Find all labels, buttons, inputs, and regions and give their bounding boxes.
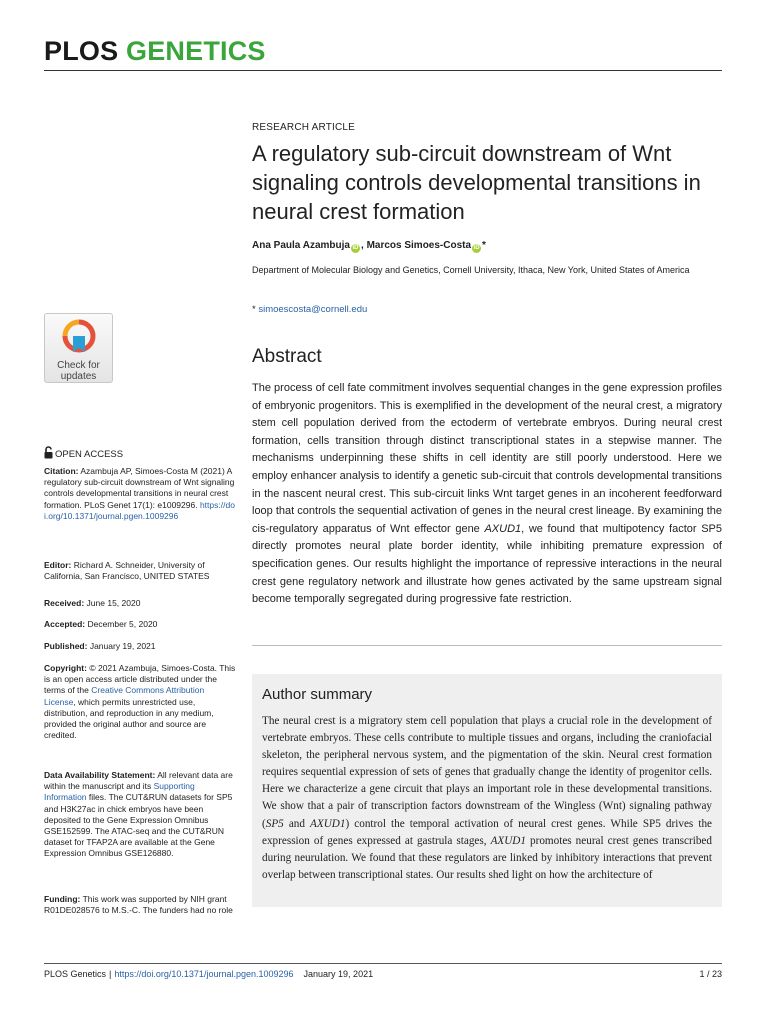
editor-label: Editor: (44, 560, 72, 570)
abstract-heading: Abstract (252, 346, 322, 367)
author-affiliation: Department of Molecular Biology and Genetics, Cornell University, Ithaca, New York, United States of America (252, 265, 690, 275)
data-availability-label: Data Availability Statement: (44, 770, 156, 780)
author-separator: , (361, 240, 367, 251)
data-availability-text: All relevant data are within the manuscript and its (44, 770, 233, 792)
email-mark: * (252, 304, 256, 315)
check-for-updates-icon (62, 319, 96, 355)
footer-journal: PLOS Genetics (44, 969, 107, 979)
journal-logo (44, 36, 266, 67)
summary-part1: The neural crest is a migratory stem cell population that plays a crucial role in the development of vertebrate embryos. These cells contribute to multiple tissues and organs, including the craniofacial skeleton, the peripheral nervous system, and the pigmentation of the skin. Neural crest formation requires sequential expression of sets of genes that gradually change the identity of progenitor cells. Here we characterize a gene circuit that plays an important role in these developmental transitions. We show that a pair of transcription factors downstream of the Wingless (Wnt) signaling pathway ( (262, 715, 712, 830)
check-for-updates-line2: updates (60, 371, 97, 382)
orcid-icon[interactable]: iD (473, 245, 480, 251)
published-label: Published: (44, 641, 88, 651)
header-rule (44, 70, 722, 71)
abstract-gene: AXUD1 (484, 522, 522, 535)
page-number: 1 / 23 (699, 969, 722, 979)
open-access-label (44, 446, 123, 460)
corresponding-email (252, 304, 367, 315)
license-link[interactable]: Creative Commons Attribution License (44, 685, 205, 707)
open-access-text: OPEN ACCESS (55, 449, 124, 460)
abstract-text (252, 380, 722, 609)
author-list (252, 240, 486, 253)
published-date: January 19, 2021 (89, 641, 156, 651)
check-for-updates-badge[interactable] (44, 313, 113, 383)
data-availability-block (44, 770, 236, 860)
copyright-text: © 2021 Azambuja, Simoes-Costa. This is an open access article distributed under the terms of the (44, 663, 236, 696)
copyright-block (44, 663, 236, 741)
author-name[interactable]: Ana Paula Azambuja (252, 240, 350, 251)
page-footer (44, 969, 373, 979)
published-block (44, 641, 236, 652)
funding-label: Funding: (44, 894, 81, 904)
article-type: RESEARCH ARTICLE (252, 122, 356, 133)
open-access-lock-icon (44, 446, 53, 459)
author-name[interactable]: Marcos Simoes-Costa (366, 240, 472, 251)
funding-text: This work was supported by NIH grant R01DE028576 to M.S.-C. The funders had no role (44, 894, 233, 916)
summary-gene: AXUD1 (490, 834, 526, 847)
author-summary-text (262, 713, 712, 884)
author-summary-heading: Author summary (262, 686, 373, 703)
journal-logo-plos: PLOS (44, 36, 119, 66)
footer-doi-link[interactable]: https://doi.org/10.1371/journal.pgen.1009296 (114, 969, 294, 979)
footer-date: January 19, 2021 (303, 969, 374, 979)
abstract-part1: The process of cell fate commitment involves sequential changes in the gene expression profiles of embryonic progenitors. This is exemplified in the development of the neural crest, a migratory stem cell population derived from the ectoderm of vertebrate embryos. During neural crest formation, cells transition through distinct transcriptional states in a stepwise manner. The mechanisms underpinning these shifts in cell identity are still poorly understood. Here we employ enhancer analysis to identify a genetic sub-circuit that controls developmental transitions in the nascent neural crest. This sub-circuit links Wnt target genes in an incoherent feedforward loop that controls the sequential activation of genes in the neural crest lineage. By examining the cis-regulatory apparatus of Wnt effector gene (252, 382, 722, 535)
corresponding-mark: * (482, 240, 486, 251)
received-block (44, 598, 236, 609)
accepted-block (44, 619, 236, 630)
funding-block (44, 894, 236, 916)
editor-block (44, 560, 236, 582)
copyright-label: Copyright: (44, 663, 87, 673)
citation-doi-link[interactable]: https://doi.org/10.1371/journal.pgen.1009296 (44, 499, 235, 521)
summary-and: and (283, 817, 311, 830)
accepted-date: December 5, 2020 (87, 619, 158, 629)
citation-block (44, 466, 236, 522)
email-link[interactable]: simoescosta@cornell.edu (258, 304, 368, 315)
abstract-divider (252, 645, 722, 646)
citation-text: Azambuja AP, Simoes-Costa M (2021) A regulatory sub-circuit downstream of Wnt signaling controls developmental transitions in neural crest formation. PLoS Genet 17(1): e1009296. (44, 466, 235, 510)
editor-text: Richard A. Schneider, University of California, San Francisco, UNITED STATES (44, 560, 210, 582)
citation-label: Citation: (44, 466, 79, 476)
orcid-icon[interactable]: iD (352, 245, 359, 251)
supporting-information-link[interactable]: Supporting Information (44, 781, 195, 803)
footer-separator: | (109, 969, 112, 979)
accepted-label: Accepted: (44, 619, 86, 629)
summary-gene: SP5 (265, 817, 284, 830)
summary-part2: ) control the temporal activation of neural crest genes. While SP5 drives the expression of genes expressed at gastrula stages, (262, 817, 712, 847)
abstract-part2: , we found that multipotency factor SP5 directly promotes neural plate border identity, while inhibiting premature expression of specification genes. Our results highlight the importance of repressive interactions in the neural crest gene regulatory network and illustrate how genes activated by the same upstream signal become temporally segregated during progressive fate restriction. (252, 522, 722, 606)
footer-rule (44, 963, 722, 964)
article-title: A regulatory sub-circuit downstream of Wnt signaling controls developmental transitions in neural crest formation (252, 141, 701, 224)
summary-gene: AXUD1 (310, 817, 346, 830)
summary-part3: promotes neural crest genes transcribed during neurulation. We found that these regulators are linked by inhibitory interactions that prevent overlap between transcriptional states. Our results shed light on how the architecture of (262, 834, 712, 881)
journal-logo-genetics: GENETICS (126, 36, 266, 66)
received-date: June 15, 2020 (86, 598, 141, 608)
data-availability-text-end: files. The CUT&RUN datasets for SP5 and H3K27ac in chick embryos have been deposited to the Gene Expression Omnibus GSE152599. The ATAC-seq and the CUT&RUN dataset for TFAP2A are available at the Gene Expression Omnibus GSE126880. (44, 792, 233, 859)
copyright-text-end: , which permits unrestricted use, distribution, and reproduction in any medium, provided the original author and source are credited. (44, 696, 214, 741)
received-label: Received: (44, 598, 85, 608)
check-for-updates-line1: Check for (57, 360, 100, 371)
